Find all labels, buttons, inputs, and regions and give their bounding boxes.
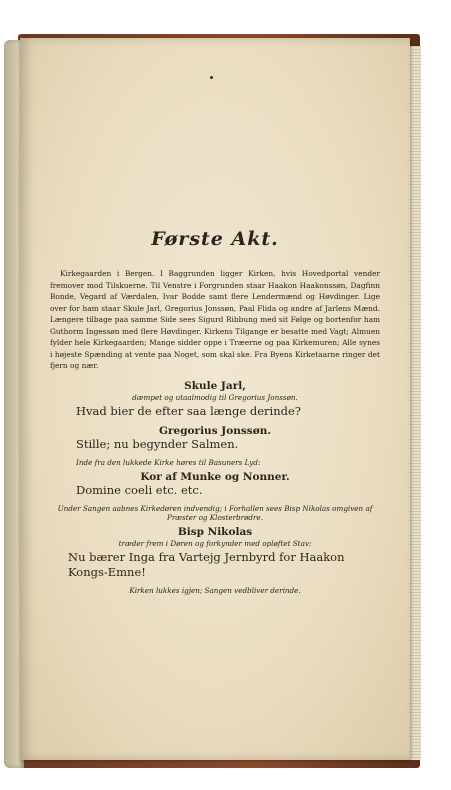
dialogue-block — [50, 471, 380, 498]
stage-direction: Inde fra den lukkede Kirke høres til Basuners Lyd: — [76, 457, 261, 467]
stage-direction: Kirken lukkes igjen; Sangen vedbliver derinde. — [129, 585, 301, 595]
speaker-name: Kor af Munke og Nonner. — [140, 470, 290, 483]
spoken-line: Stille; nu begynder Salmen. — [76, 436, 239, 451]
stage-direction: dæmpet og utaalmodig til Gregorius Jonssøn. — [132, 392, 298, 402]
spoken-line: Nu bærer Inga fra Vartejg Jernbyrd for Haakon Kongs-Emne! — [68, 549, 345, 579]
scene-description: Kirkegaarden i Bergen. I Baggrunden ligger Kirken, hvis Hovedportal vender fremover mod Tilskuerne. Til Venstre i Forgrunden staar Haakon Haakonssøn, Dagfinn Bonde, Vegard af Værdalen, Ivar Bodde samt flere Lendermænd og Høvdinger. Lige over for ham staar Skule Jarl, Gregorius Jonssøn, Paal Flida og andre af Jarlens Mænd. Længere tilbage paa samme Side sees Sigurd Ribbung med sit Følge og bortenfor ham Guthorm Ingessøn med flere Høvdinger. Kirkens Tilgange er besatte med Vagt; Almuen fylder hele Kirkegaarden; Mange sidder oppe i Træerne og paa Kirkemuren; Alle synes i højeste Spænding at vente paa Noget, som skal ske. Fra Byens Kirketaarne ringer det fjern og nær. — [50, 269, 380, 370]
page-speck — [210, 76, 213, 79]
spoken-line: Domine coeli etc. etc. — [76, 482, 203, 497]
stage-direction: træder frem i Døren og forkynder med opløftet Stav: — [118, 538, 312, 548]
speaker-name: Gregorius Jonssøn. — [159, 424, 271, 437]
stage-direction: Under Sangen aabnes Kirkedøren indvendig; i Forhallen sees Bisp Nikolas omgiven af Præster og Klosterbrødre. — [57, 503, 373, 522]
page-text — [50, 228, 380, 597]
act-title: Første Akt. — [151, 228, 279, 250]
speaker-name: Bisp Nikolas — [177, 525, 253, 538]
dialogue-block — [50, 425, 380, 452]
spoken-line: Hvad bier de efter saa længe derinde? — [76, 403, 301, 418]
dialogue-block — [50, 380, 380, 419]
speaker-name: Skule Jarl, — [184, 379, 246, 392]
book — [4, 30, 420, 768]
dialogue-block — [50, 526, 380, 580]
book-page — [20, 38, 410, 760]
